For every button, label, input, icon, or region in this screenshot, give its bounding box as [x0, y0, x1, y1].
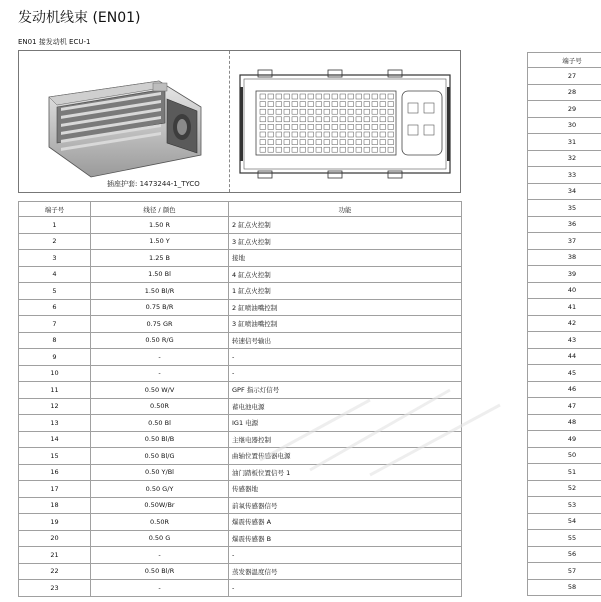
table-row [19, 250, 462, 267]
table-row [528, 266, 601, 283]
table-row [528, 315, 601, 332]
pin-number: 22 [19, 563, 91, 580]
table-row [19, 497, 462, 514]
wire-spec: 1.50 Bl [91, 266, 229, 283]
pin-function: 爆震传感器 B [229, 530, 462, 547]
table-row [528, 563, 601, 580]
wire-spec: 0.50W/Br [91, 497, 229, 514]
connector-photo [41, 77, 209, 181]
wire-spec: 0.50 Bl [91, 415, 229, 432]
pin-number: 27 [528, 68, 601, 85]
table-row [528, 513, 601, 530]
table-row [528, 431, 601, 448]
wire-spec: 0.50 G [91, 530, 229, 547]
table-row [528, 282, 601, 299]
table-row [19, 382, 462, 399]
table-row [528, 332, 601, 349]
table-row [19, 514, 462, 531]
table-row [528, 348, 601, 365]
wire-spec: 0.75 GR [91, 316, 229, 333]
pin-number: 10 [19, 365, 91, 382]
table-row [528, 117, 601, 134]
table-row [19, 547, 462, 564]
wire-spec: - [91, 365, 229, 382]
table-row [528, 447, 601, 464]
pin-number: 38 [528, 249, 601, 266]
pin-function: 蓄电池电源 [229, 398, 462, 415]
pin-number: 17 [19, 481, 91, 498]
table-row [19, 365, 462, 382]
pin-number: 9 [19, 349, 91, 366]
pin-number: 21 [19, 547, 91, 564]
pin-table-header [19, 202, 462, 217]
connector-drawing [238, 65, 454, 185]
wire-spec: 0.50 R/G [91, 332, 229, 349]
pin-number: 39 [528, 266, 601, 283]
pin-function: - [229, 365, 462, 382]
pin-function: 4 缸点火控制 [229, 266, 462, 283]
pin-function: - [229, 349, 462, 366]
table-row [19, 316, 462, 333]
table-row [19, 448, 462, 465]
wire-spec: 1.50 R [91, 217, 229, 234]
pin-number: 31 [528, 134, 601, 151]
pin-table-continued [527, 52, 601, 596]
connector-figure [18, 50, 461, 193]
header-function: 功能 [229, 202, 462, 217]
figure-divider [229, 51, 230, 192]
pin-number: 41 [528, 299, 601, 316]
pin-number: 18 [19, 497, 91, 514]
pin-number: 1 [19, 217, 91, 234]
table-row [19, 580, 462, 597]
wire-spec: 0.50 Bl/B [91, 431, 229, 448]
pin-number: 43 [528, 332, 601, 349]
wire-spec: - [91, 580, 229, 597]
pin-number: 58 [528, 579, 601, 596]
pin-number: 32 [528, 150, 601, 167]
pin-number: 53 [528, 497, 601, 514]
table-row [19, 431, 462, 448]
table-row [19, 415, 462, 432]
table-row [19, 299, 462, 316]
pin-function: 2 缸点火控制 [229, 217, 462, 234]
wire-spec: 0.50R [91, 398, 229, 415]
pin-function: 转速信号输出 [229, 332, 462, 349]
wire-spec: 0.50 G/Y [91, 481, 229, 498]
pin-function: 蒸发器温度信号 [229, 563, 462, 580]
pin-number: 46 [528, 381, 601, 398]
pin-function: 曲轴位置传感器电源 [229, 448, 462, 465]
table-row [19, 530, 462, 547]
table-row [528, 183, 601, 200]
wire-spec: 0.50 W/V [91, 382, 229, 399]
pin-function: 主继电器控制 [229, 431, 462, 448]
pin-number: 12 [19, 398, 91, 415]
connector-caption: 插座护套: 1473244-1_TYCO [107, 180, 200, 188]
table-row [528, 299, 601, 316]
pin-number: 49 [528, 431, 601, 448]
pin-function: 3 缸点火控制 [229, 233, 462, 250]
pin-number: 35 [528, 200, 601, 217]
table-row [528, 480, 601, 497]
pin-function: IG1 电源 [229, 415, 462, 432]
pin-function: 3 缸喷油嘴控制 [229, 316, 462, 333]
pin-function: 爆震传感器 A [229, 514, 462, 531]
pin-function: - [229, 580, 462, 597]
wire-spec: 1.50 Y [91, 233, 229, 250]
connector-subtitle: EN01 接发动机 ECU-1 [18, 38, 91, 46]
wire-spec: 0.50 Bl/G [91, 448, 229, 465]
pin-number: 8 [19, 332, 91, 349]
pin-number: 7 [19, 316, 91, 333]
header-wire: 线径 / 颜色 [91, 202, 229, 217]
table-row [528, 365, 601, 382]
table-row [528, 68, 601, 85]
table-row [19, 283, 462, 300]
table-row [19, 266, 462, 283]
pin-number: 14 [19, 431, 91, 448]
pin-function: 传感器地 [229, 481, 462, 498]
table-row [528, 497, 601, 514]
wire-spec: 0.50 Y/Bl [91, 464, 229, 481]
pin-function: 接地 [229, 250, 462, 267]
table-row [528, 249, 601, 266]
table-row [19, 481, 462, 498]
table-row [19, 332, 462, 349]
pin-function: 1 缸点火控制 [229, 283, 462, 300]
table-row [528, 546, 601, 563]
pin-function: 2 缸喷油嘴控制 [229, 299, 462, 316]
wire-spec: 0.50 Bl/R [91, 563, 229, 580]
pin-number: 37 [528, 233, 601, 250]
pin-number: 29 [528, 101, 601, 118]
table-row [528, 233, 601, 250]
pin-number: 11 [19, 382, 91, 399]
pin-number: 48 [528, 414, 601, 431]
pin-number: 56 [528, 546, 601, 563]
table-row [19, 217, 462, 234]
pin-function: - [229, 547, 462, 564]
pin-number: 47 [528, 398, 601, 415]
wire-spec: - [91, 547, 229, 564]
table-row [528, 381, 601, 398]
table-row [528, 530, 601, 547]
page-title: 发动机线束 (EN01) [18, 10, 141, 26]
pin-number: 57 [528, 563, 601, 580]
table-row [528, 464, 601, 481]
pin-number: 6 [19, 299, 91, 316]
pin-function: 前氧传感器信号 [229, 497, 462, 514]
pin-number: 13 [19, 415, 91, 432]
table-row [528, 414, 601, 431]
pin-number: 30 [528, 117, 601, 134]
wire-spec: 1.50 Bl/R [91, 283, 229, 300]
pin-number: 50 [528, 447, 601, 464]
table-row [528, 216, 601, 233]
pin-number: 16 [19, 464, 91, 481]
wire-spec: 0.50R [91, 514, 229, 531]
pin-number: 45 [528, 365, 601, 382]
table-row [19, 349, 462, 366]
pin-number: 42 [528, 315, 601, 332]
pin-function: 油门踏板位置信号 1 [229, 464, 462, 481]
pin-number: 52 [528, 480, 601, 497]
pin-number: 40 [528, 282, 601, 299]
pin-number: 5 [19, 283, 91, 300]
table-row [19, 464, 462, 481]
pin-number: 15 [19, 448, 91, 465]
pin-number: 36 [528, 216, 601, 233]
pin-number: 19 [19, 514, 91, 531]
table-row [528, 579, 601, 596]
table-row [19, 233, 462, 250]
pin-number: 2 [19, 233, 91, 250]
table-row [528, 84, 601, 101]
pin-number: 44 [528, 348, 601, 365]
table-row [528, 134, 601, 151]
header-pin-continued: 端子号 [528, 53, 601, 68]
pin-function: GPF 指示灯信号 [229, 382, 462, 399]
pin-number: 51 [528, 464, 601, 481]
pin-number: 54 [528, 513, 601, 530]
pin-number: 4 [19, 266, 91, 283]
pin-number: 20 [19, 530, 91, 547]
pin-number: 34 [528, 183, 601, 200]
pin-table [18, 201, 462, 597]
table-row [528, 150, 601, 167]
table-row [528, 398, 601, 415]
pin-number: 23 [19, 580, 91, 597]
wire-spec: 1.25 B [91, 250, 229, 267]
wire-spec: - [91, 349, 229, 366]
table-row [528, 101, 601, 118]
table-row [19, 398, 462, 415]
pin-number: 28 [528, 84, 601, 101]
pin-number: 33 [528, 167, 601, 184]
wire-spec: 0.75 B/R [91, 299, 229, 316]
header-pin: 端子号 [19, 202, 91, 217]
pin-number: 55 [528, 530, 601, 547]
pin-number: 3 [19, 250, 91, 267]
table-row [528, 167, 601, 184]
table-row [528, 200, 601, 217]
table-row [19, 563, 462, 580]
